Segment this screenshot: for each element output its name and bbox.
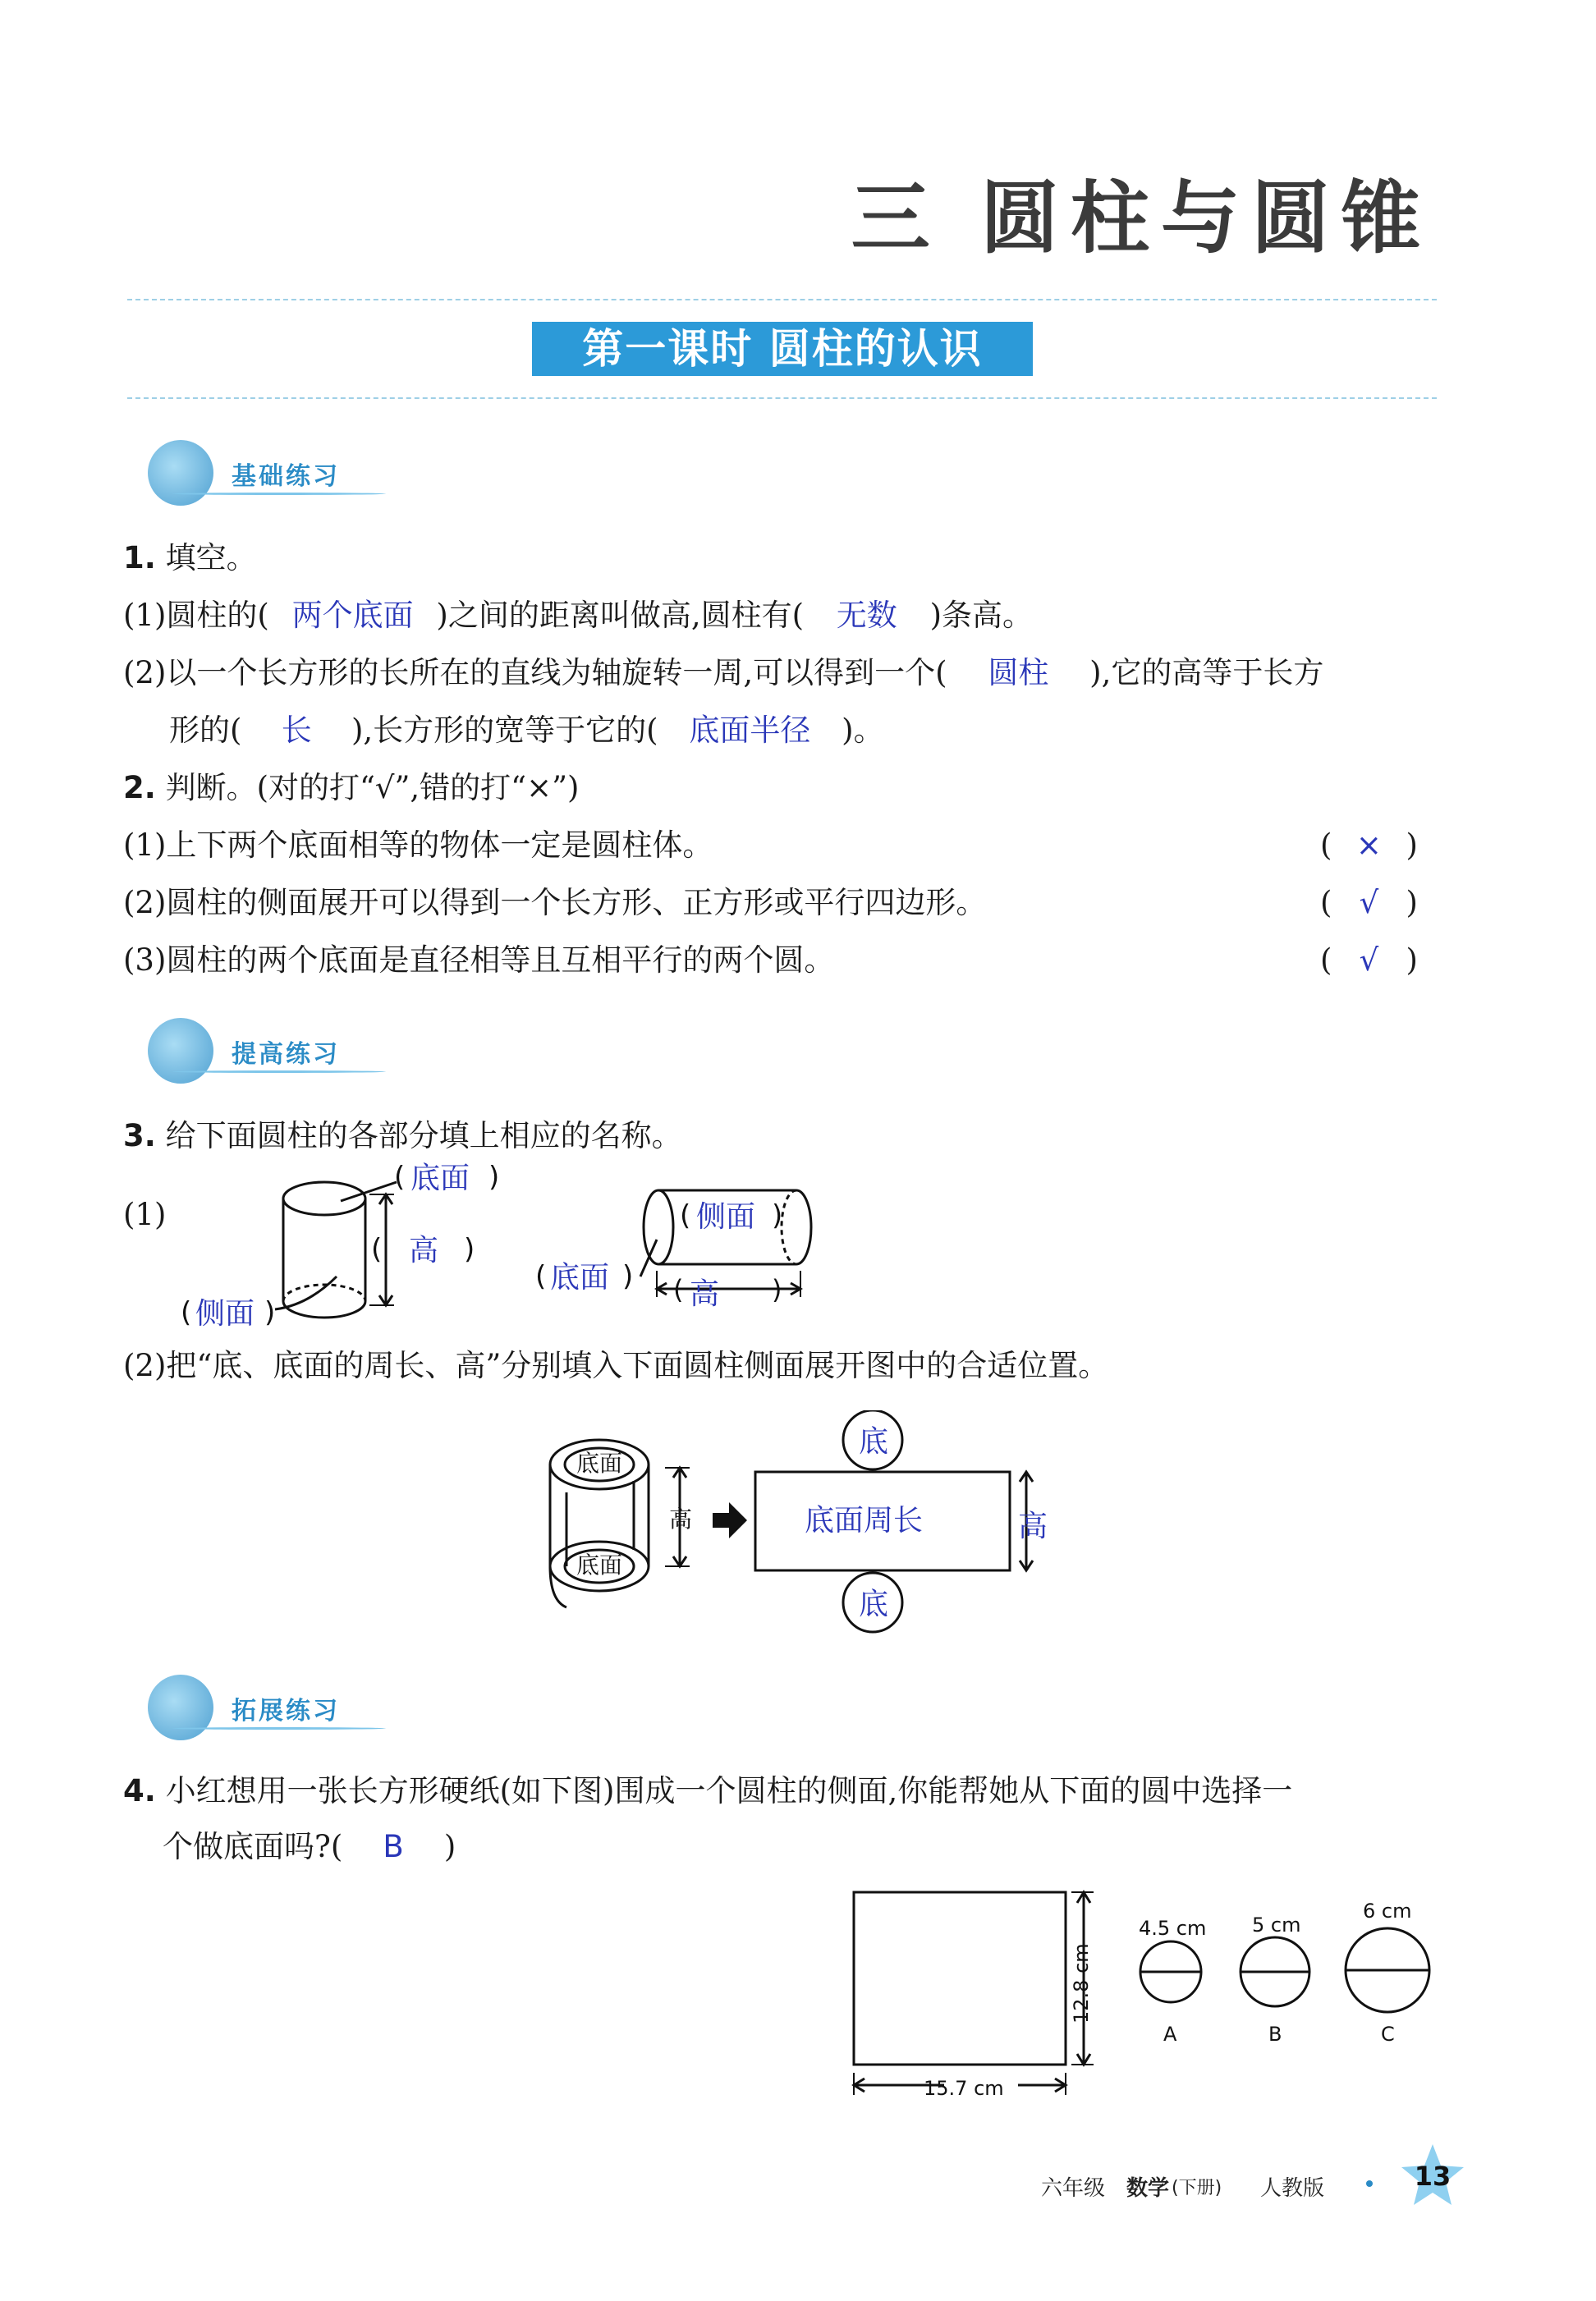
circle-b-label: B [1268, 2023, 1282, 2046]
footer-dot [1366, 2180, 1373, 2187]
q2-item-1-answer: × [1355, 827, 1382, 863]
q4-stem-line1 [123, 1773, 1292, 1809]
cylinder-top-ellipse [283, 1182, 365, 1215]
svg-text:(: ( [394, 1162, 406, 1194]
q1-p2-text-e: )。 [842, 713, 884, 748]
circle-c-size: 6 cm [1363, 1900, 1412, 1923]
page-number: 13 [1414, 2161, 1452, 2192]
q1-p2-answer-2: 长 [281, 713, 312, 748]
fig2-label-right: 侧面 [696, 1200, 756, 1234]
fig3-cyl-bottom: 底面 [576, 1552, 623, 1579]
svg-text:(: ( [535, 1260, 547, 1293]
q1-stem [123, 540, 257, 576]
divider-top [127, 299, 1437, 300]
fig1-label-top: 底面 [410, 1162, 470, 1195]
q2-item-3-answer: √ [1359, 942, 1379, 978]
q2-item-2-answer: √ [1359, 885, 1379, 920]
q2-item-1: (1)上下两个底面相等的物体一定是圆柱体。 [123, 827, 713, 863]
svg-text:(: ( [680, 1199, 691, 1232]
figure-horizontal-cylinder [525, 1174, 829, 1322]
figure-paper-and-circles [837, 1880, 1461, 2110]
svg-text:(: ( [371, 1233, 383, 1266]
svg-text:): ) [772, 1199, 783, 1232]
q2-stem-text: 判断。(对的打“√”,错的打“×”) [165, 770, 580, 805]
fig3-circle-top: 底 [859, 1425, 889, 1459]
fig1-label-bottom: 侧面 [195, 1297, 255, 1331]
swoosh-decoration [172, 1727, 386, 1730]
q2-item-3-bracket: ( √ ) [1320, 942, 1418, 978]
q1-p1-text-a: (1)圆柱的( [123, 598, 269, 633]
section-advanced-label: 提高练习 [232, 1040, 340, 1069]
fig2-label-left: 底面 [550, 1261, 610, 1295]
q1-p2-text-b: ),它的高等于长方 [1089, 655, 1324, 690]
fig3-cyl-top: 底面 [576, 1450, 623, 1477]
circle-a-label: A [1163, 2023, 1177, 2046]
fig3-cyl-height: 高 [669, 1506, 693, 1533]
q2-item-2-bracket: ( √ ) [1320, 885, 1418, 920]
svg-text:(: ( [673, 1274, 684, 1305]
q4-stem-line2 [163, 1829, 456, 1865]
globe-icon [148, 1675, 213, 1740]
q1-p2-text-c: 形的( [169, 713, 242, 748]
paper-width-label: 15.7 cm [924, 2077, 1004, 2100]
lesson-title: 第一课时 圆柱的认识 [532, 322, 1033, 376]
svg-text:(: ( [181, 1296, 192, 1329]
q4-stem-line2-a: 个做底面吗?( [163, 1829, 343, 1864]
q1-p1-text-c: )条高。 [929, 598, 1033, 633]
q3-number: 3. [123, 1118, 156, 1153]
q1-p1-answer-2: 无数 [836, 598, 897, 633]
q2-number: 2. [123, 770, 156, 805]
fig1-label-right: 高 [409, 1234, 439, 1267]
divider-bottom [127, 397, 1437, 399]
q2-stem [123, 770, 579, 806]
q2-item-2: (2)圆柱的侧面展开可以得到一个长方形、正方形或平行四边形。 [123, 885, 987, 920]
section-extended-label: 拓展练习 [232, 1697, 340, 1726]
q1-p2-answer-3: 底面半径 [689, 713, 811, 748]
footer-subject: 数学 [1126, 2176, 1170, 2201]
q3-part1-label: (1) [123, 1197, 167, 1232]
q1-p2-text-a: (2)以一个长方形的长所在的直线为轴旋转一周,可以得到一个( [123, 655, 947, 690]
q1-p1-text-b: )之间的距离叫做高,圆柱有( [436, 598, 805, 633]
circle-b-size: 5 cm [1252, 1914, 1301, 1937]
q1-p2-answer-1: 圆柱 [988, 655, 1049, 690]
q1-number: 1. [123, 540, 156, 575]
globe-icon [148, 440, 213, 506]
svg-text:): ) [464, 1233, 475, 1266]
q3-stem-text: 给下面圆柱的各部分填上相应的名称。 [165, 1118, 682, 1153]
page-number-star [1400, 2143, 1465, 2208]
swoosh-decoration [172, 493, 386, 495]
q4-answer: B [383, 1829, 404, 1864]
footer-volume: (下册) [1172, 2178, 1222, 2198]
svg-text:): ) [264, 1296, 276, 1329]
figure-vertical-cylinder [164, 1162, 525, 1338]
q4-number: 4. [123, 1773, 156, 1808]
svg-text:): ) [488, 1162, 500, 1194]
q1-p2-text-d: ),长方形的宽等于它的( [351, 713, 658, 748]
globe-icon [148, 1018, 213, 1084]
chapter-title: 三 圆柱与圆锥 [851, 172, 1432, 264]
circle-a-size: 4.5 cm [1139, 1917, 1207, 1940]
q1-item-2-cont [169, 713, 884, 749]
q4-stem-line1-text: 小红想用一张长方形硬纸(如下图)围成一个圆柱的侧面,你能帮她从下面的圆中选择一 [165, 1773, 1293, 1808]
q3-part2-text: (2)把“底、底面的周长、高”分别填入下面圆柱侧面展开图中的合适位置。 [123, 1348, 1109, 1383]
q1-item-1 [123, 598, 1033, 634]
arrow-right-icon [713, 1502, 747, 1538]
circle-c-label: C [1381, 2023, 1395, 2046]
q2-item-3: (3)圆柱的两个底面是直径相等且互相平行的两个圆。 [123, 942, 835, 978]
q3-stem [123, 1118, 682, 1154]
q2-item-1-bracket: ( × ) [1320, 827, 1418, 863]
figure-cylinder-net [534, 1410, 1067, 1648]
fig3-circle-bottom: 底 [859, 1588, 889, 1621]
paper-height-label: 12.8 cm [1070, 1943, 1093, 2024]
q1-p1-answer-1: 两个底面 [291, 598, 414, 633]
q1-stem-text: 填空。 [165, 540, 257, 575]
fig3-rect-right: 高 [1018, 1510, 1048, 1543]
footer-grade: 六年级 [1041, 2176, 1106, 2201]
swoosh-decoration [172, 1070, 386, 1073]
q1-item-2 [123, 655, 1323, 691]
svg-text:): ) [622, 1260, 634, 1293]
svg-text:): ) [772, 1274, 782, 1305]
fig3-rect-center: 底面周长 [805, 1504, 924, 1538]
fig2-label-bottom: 高 [690, 1277, 720, 1311]
footer-edition: 人教版 [1260, 2176, 1325, 2201]
section-basic-label: 基础练习 [232, 462, 340, 491]
q4-stem-line2-b: ) [443, 1829, 456, 1864]
